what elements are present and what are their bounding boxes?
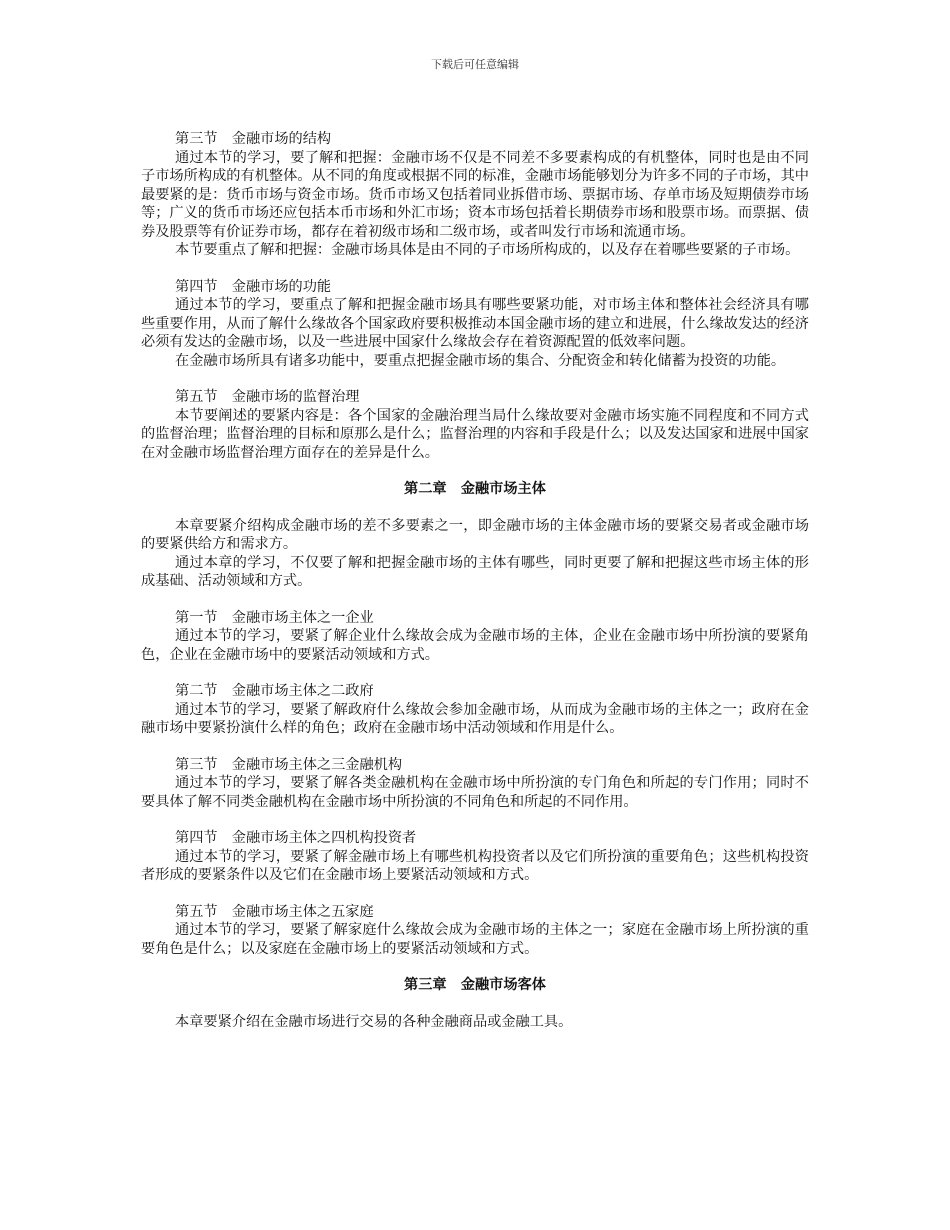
section-heading: 第五节 金融市场主体之五家庭 xyxy=(175,903,374,920)
paragraph-gap xyxy=(141,995,809,1013)
body-paragraph: 通过本节的学习，要紧了解各类金融机构在金融市场中所扮演的专门角色和所起的专门作用；同时不要具体了解不同类金融机构在金融市场中所扮演的不同角色和所起的不同作用。 xyxy=(141,775,809,810)
document-body xyxy=(141,130,809,1031)
body-paragraph: 本章要紧介绍构成金融市场的差不多要素之一，即金融市场的主体金融市场的要紧交易者或金融市场的要紧供给方和需求方。 xyxy=(141,517,809,552)
section-heading: 第三节 金融市场的结构 xyxy=(175,131,332,147)
paragraph-gap xyxy=(141,811,809,829)
body-paragraph: 本节要阐述的要紧内容是：各个国家的金融治理当局什么缘故要对金融市场实施不同程度和不同方式的监督治理；监督治理的目标和原那么是什么；监督治理的内容和手段是什么；以及发达国家和进展中国家在对金融市场监督治理方面存在的差异是什么。 xyxy=(141,407,809,461)
paragraph-gap xyxy=(141,885,809,903)
body-paragraph: 通过本节的学习，要重点了解和把握金融市场具有哪些要紧功能，对市场主体和整体社会经济具有哪些重要作用，从而了解什么缘故各个国家政府要积极推动本国金融市场的建立和进展，什么缘故发达的经济必须有发达的金融市场，以及一些进展中国家什么缘故会存在着资源配置的低效率问题。 xyxy=(141,297,809,350)
body-paragraph: 本章要紧介绍在金融市场进行交易的各种金融商品或金融工具。 xyxy=(175,1013,573,1030)
chapter-heading: 第二章 金融市场主体 xyxy=(404,481,546,497)
paragraph-gap xyxy=(141,370,809,388)
section-heading: 第一节 金融市场主体之一企业 xyxy=(175,609,374,626)
paragraph-gap xyxy=(141,664,809,682)
section-heading: 第五节 金融市场的监督治理 xyxy=(175,389,360,405)
section-heading: 第四节 金融市场主体之四机构投资者 xyxy=(175,830,417,846)
body-paragraph: 通过本章的学习，不仅要了解和把握金融市场的主体有哪些，同时更要了解和把握这些市场主体的形成基础、活动领域和方式。 xyxy=(141,554,809,589)
paragraph-gap xyxy=(141,260,809,278)
body-paragraph: 本节要重点了解和把握：金融市场具体是由不同的子市场所构成的，以及存在着哪些要紧的子市场。 xyxy=(175,242,800,258)
body-paragraph: 通过本节的学习，要了解和把握：金融市场不仅是不同差不多要素构成的有机整体，同时也是由不同子市场所构成的有机整体。从不同的角度或根据不同的标准，金融市场能够划分为许多不同的子市场，其中最要紧的是：货币市场与资金市场。货币市场又包括着同业拆借市场、票据市场、存单市场及短期债券市场等；广义的货币市场还应包括本币市场和外汇市场；资本市场包括着长期债券市场和股票市场。而票据、债券及股票等有价证券市场，都存在着初级市场和二级市场，或者叫发行市场和流通市场。 xyxy=(141,149,809,240)
section-heading: 第四节 金融市场的功能 xyxy=(175,278,332,295)
section-heading: 第三节 金融市场主体之三金融机构 xyxy=(175,756,403,773)
paragraph-gap xyxy=(141,499,809,517)
body-paragraph: 在金融市场所具有诸多功能中，要重点把握金融市场的集合、分配资金和转化储蓄为投资的功能。 xyxy=(175,352,786,369)
body-paragraph: 通过本节的学习，要紧了解金融市场上有哪些机构投资者以及它们所扮演的重要角色；这些机构投资者形成的要紧条件以及它们在金融市场上要紧活动领域和方式。 xyxy=(141,848,809,883)
body-paragraph: 通过本节的学习，要紧了解家庭什么缘故会成为金融市场的主体之一；家庭在金融市场上所扮演的重要角色是什么；以及家庭在金融市场上的要紧活动领域和方式。 xyxy=(141,922,809,957)
chapter-heading: 第三章 金融市场客体 xyxy=(404,977,546,993)
body-paragraph: 通过本节的学习，要紧了解政府什么缘故会参加金融市场，从而成为金融市场的主体之一；政府在金融市场中要紧扮演什么样的角色；政府在金融市场中活动领域和作用是什么。 xyxy=(141,701,809,736)
paragraph-gap xyxy=(141,738,809,756)
body-paragraph: 通过本节的学习，要紧了解企业什么缘故会成为金融市场的主体，企业在金融市场中所扮演的要紧角色，企业在金融市场中的要紧活动领域和方式。 xyxy=(141,628,809,663)
section-heading: 第二节 金融市场主体之二政府 xyxy=(175,683,374,699)
paragraph-gap xyxy=(141,591,809,609)
page-header: 下载后可任意编辑 xyxy=(431,58,519,71)
paragraph-gap xyxy=(141,462,809,480)
paragraph-gap xyxy=(141,958,809,976)
